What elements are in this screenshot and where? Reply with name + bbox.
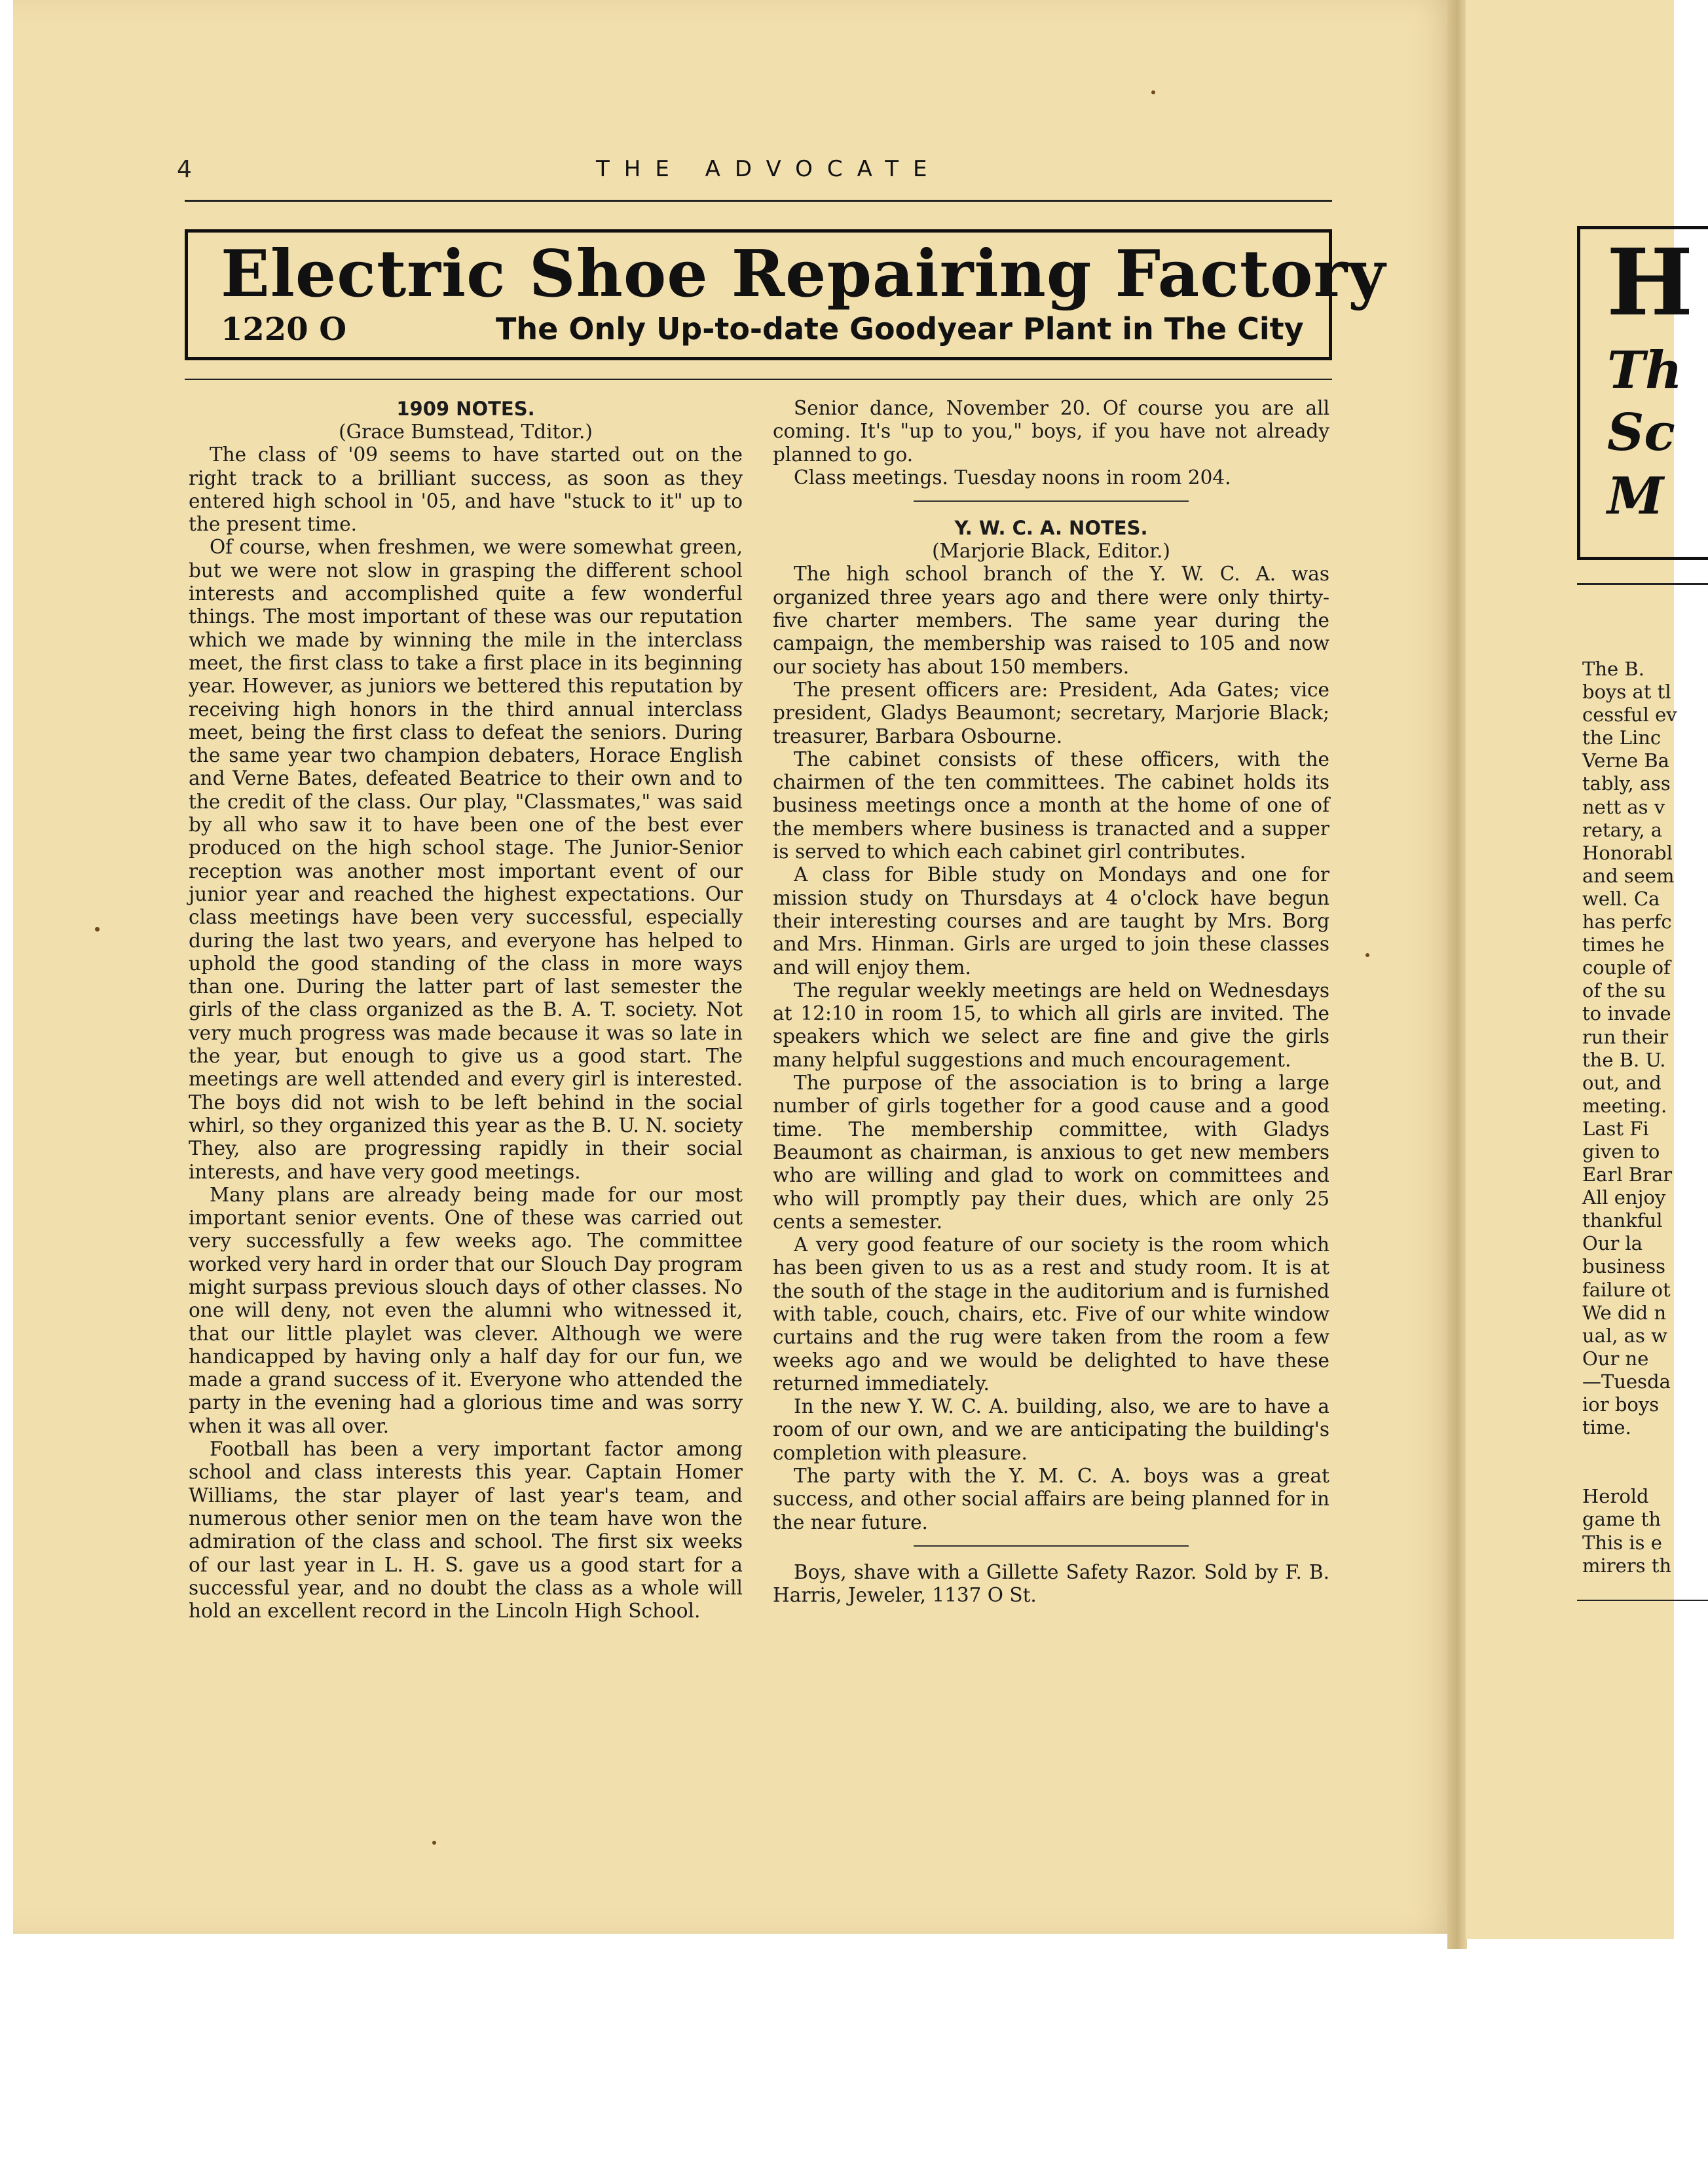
text-fragment bbox=[1582, 1439, 1677, 1462]
binding-gutter bbox=[1447, 0, 1467, 1949]
ad-tagline: The Only Up-to-date Goodyear Plant in The City bbox=[496, 311, 1304, 347]
ad-title: Electric Shoe Repairing Factory bbox=[221, 236, 1386, 312]
text-fragment: This is e bbox=[1582, 1531, 1662, 1554]
ywca-paragraph: The cabinet consists of these officers, with the chairmen of the ten committees. The cabinet holds its business meetings once a month at the home of one of the members where business is tranacted and a supper is served to which each cabinet girl contributes. bbox=[773, 747, 1329, 863]
text-fragment: We did n bbox=[1582, 1301, 1667, 1324]
text-fragment: run their bbox=[1582, 1025, 1669, 1048]
text-fragment: tably, ass bbox=[1582, 772, 1671, 795]
ywca-paragraph: The present officers are: President, Ada Gates; vice president, Gladys Beaumont; secretary, Marjorie Black; treasurer, Barbara Osbourne. bbox=[773, 678, 1329, 747]
left-page bbox=[13, 0, 1457, 1934]
text-fragment: cessful ev bbox=[1582, 704, 1677, 726]
text-fragment: retary, a bbox=[1582, 818, 1663, 841]
right-page-headline-fragment: M bbox=[1607, 466, 1664, 526]
text-fragment: to invade bbox=[1582, 1002, 1671, 1025]
paper-speck bbox=[1365, 953, 1369, 957]
right-page-headline-letter: H bbox=[1606, 229, 1694, 337]
text-fragment: Herold bbox=[1582, 1485, 1649, 1508]
text-fragment: game th bbox=[1582, 1508, 1662, 1531]
text-fragment: The B. bbox=[1582, 658, 1644, 680]
gillette-notice bbox=[773, 1561, 1329, 1608]
right-page-rule bbox=[1577, 1600, 1708, 1601]
text-fragment: business bbox=[1582, 1255, 1666, 1278]
notes-1909-paragraph: Senior dance, November 20. Of course you are all coming. It's "up to you," boys, if you have not already planned to go. bbox=[773, 397, 1329, 466]
paper-speck bbox=[95, 927, 100, 932]
page-number: 4 bbox=[177, 156, 192, 183]
right-page-fragment bbox=[1466, 0, 1694, 1939]
text-fragment: time. bbox=[1582, 1416, 1631, 1439]
ad-bottom-rule bbox=[185, 379, 1332, 380]
text-fragment: Our la bbox=[1582, 1232, 1643, 1255]
text-fragment: boys at tl bbox=[1582, 681, 1671, 704]
ywca-paragraph: A class for Bible study on Mondays and one for mission study on Thursdays at 4 o'clock have begun their interesting courses and are taught by Mrs. Borg and Mrs. Hinman. Girls are urged to join these classes and will enjoy them. bbox=[773, 863, 1329, 979]
text-fragment: and seem bbox=[1582, 864, 1675, 887]
ywca-paragraph: The purpose of the association is to bring a large number of girls together for a good cause and a good time. The membership committee, with Gladys Beaumont as chairman, is anxious to get new members who are willing and glad to work on committees and who will promptly pay their dues, which are only 25 cents a semester. bbox=[773, 1072, 1329, 1233]
gillette-notice-text: Boys, shave with a Gillette Safety Razor. Sold by F. B. Harris, Jeweler, 1137 O St. bbox=[773, 1560, 1329, 1607]
text-fragment: well. Ca bbox=[1582, 887, 1660, 910]
ywca-paragraph: The regular weekly meetings are held on Wednesdays at 12:10 in room 15, to which all girls are invited. The speakers which we select are fine and give the girls many helpful suggestions and much encouragement. bbox=[773, 979, 1329, 1071]
text-fragment: ual, as w bbox=[1582, 1324, 1667, 1347]
ywca-heading: Y. W. C. A. NOTES. bbox=[954, 517, 1148, 540]
right-column bbox=[773, 397, 1329, 1608]
text-fragment: Our ne bbox=[1582, 1347, 1649, 1370]
text-fragment: Honorabl bbox=[1582, 841, 1673, 864]
text-fragment bbox=[1582, 1462, 1677, 1485]
text-fragment: out, and bbox=[1582, 1071, 1662, 1094]
ad-address: 1220 O bbox=[221, 311, 347, 348]
ywca-paragraph: The high school branch of the Y. W. C. A. was organized three years ago and there were only thirty-five charter members. The same year during the campaign, the membership was raised to 105 and now our society has about 150 members. bbox=[773, 563, 1329, 678]
right-page-headline-fragment: Sc bbox=[1607, 403, 1675, 462]
paper-speck bbox=[1151, 90, 1155, 94]
section-divider bbox=[914, 1545, 1189, 1547]
text-fragment: the Linc bbox=[1582, 726, 1662, 749]
notes-1909-paragraph: The class of '09 seems to have started out on the right track to a brilliant success, as soon as they entered high school in '05, and have "stuck to it" up to the present time. bbox=[189, 443, 743, 536]
shoe-repair-advertisement bbox=[185, 229, 1386, 360]
text-fragment: thankful bbox=[1582, 1209, 1663, 1232]
right-page-text-column bbox=[1582, 658, 1677, 1577]
section-divider bbox=[914, 500, 1189, 502]
notes-1909-column bbox=[189, 397, 743, 1623]
notes-1909-byline: (Grace Bumstead, Tditor.) bbox=[339, 421, 593, 443]
text-fragment: the B. U. bbox=[1582, 1048, 1666, 1071]
notes-1909-paragraph: Of course, when freshmen, we were somewhat green, but we were not slow in grasping the different school interests and accomplished quite a few wonderful things. The most important of these was our reputation which we made by winning the mile in the interclass meet, the first class to take a first place in its beginning year. However, as juniors we bettered this reputation by receiving high honors in the third annual interclass meet, being the first class to defeat the seniors. During the same year two champion debaters, Horace English and Verne Bates, defeated Beatrice to their own and to the credit of the class. Our play, "Classmates," was said by all who saw it to have been one of the best ever produced on the high school stage. The Junior-Senior reception was another most important event of our junior year and reached the highest expectations. Our class meetings have been very successful, especially during the last two years, and everyone has helped to uphold the good standing of the class in more ways than one. During the latter part of last semester the girls of the class organized as the B. A. T. society. Not very much progress was made because it was so late in the year, but enough to give us a good start. The meetings are well attended and every girl is interested. The boys did not wish to be left behind in the social whirl, so they organized this year as the B. U. N. society They, also are progressing rapidly in their social interests, and have very good meetings. bbox=[189, 536, 743, 1183]
text-fragment: given to bbox=[1582, 1140, 1660, 1163]
text-fragment: All enjoy bbox=[1582, 1186, 1666, 1209]
notes-1909-paragraph: Football has been a very important factor among school and class interests this year. Captain Homer Williams, the star player of last year's team, and numerous other senior men on the team have won the admiration of the class and school. The first six weeks of our last year in L. H. S. gave us a good start for a successful year, and no doubt the class as a whole will hold an excellent record in the Lincoln High School. bbox=[189, 1438, 743, 1623]
text-fragment: nett as v bbox=[1582, 795, 1665, 818]
notes-1909-heading: 1909 NOTES. bbox=[396, 398, 535, 420]
running-head: THE ADVOCATE bbox=[596, 156, 942, 182]
ywca-byline: (Marjorie Black, Editor.) bbox=[932, 540, 1170, 563]
right-page-rule bbox=[1577, 583, 1708, 585]
text-fragment: of the su bbox=[1582, 979, 1666, 1002]
header-rule bbox=[185, 200, 1332, 202]
text-fragment: failure ot bbox=[1582, 1278, 1671, 1301]
page-header bbox=[13, 156, 1457, 189]
text-fragment: mirers th bbox=[1582, 1554, 1672, 1577]
ywca-paragraph: In the new Y. W. C. A. building, also, we are to have a room of our own, and we are anticipating the building's completion with pleasure. bbox=[773, 1395, 1329, 1464]
ywca-paragraph: The party with the Y. M. C. A. boys was a great success, and other social affairs are being planned for in the near future. bbox=[773, 1465, 1329, 1534]
notes-1909-paragraph: Many plans are already being made for our most important senior events. One of these was carried out very successfully a few weeks ago. The committee worked very hard in order that our Slouch Day program might surpass previous slouch days of other classes. No one will deny, not even the alumni who witnessed it, that our little playlet was clever. Although we were handicapped by having only a half day for our fun, we made a grand success of it. Everyone who attended the party in the evening had a glorious time and was sorry when it was all over. bbox=[189, 1183, 743, 1437]
right-page-headline-fragment: Th bbox=[1607, 341, 1682, 400]
text-fragment: meeting. bbox=[1582, 1094, 1667, 1117]
ywca-paragraph: A very good feature of our society is the room which has been given to us as a rest and study room. It is at the south of the stage in the auditorium and is furnished with table, couch, chairs, etc. Five of our white window curtains and the rug were taken from the room a few weeks ago and we would be delighted to have these returned immediately. bbox=[773, 1233, 1329, 1395]
text-fragment: Last Fi bbox=[1582, 1117, 1649, 1140]
notes-1909-paragraph: Class meetings. Tuesday noons in room 204. bbox=[794, 466, 1231, 489]
text-fragment: couple of bbox=[1582, 956, 1671, 979]
text-fragment: times he bbox=[1582, 933, 1665, 956]
text-fragment: —Tuesda bbox=[1582, 1370, 1671, 1393]
text-fragment: has perfc bbox=[1582, 911, 1672, 933]
text-fragment: Earl Brar bbox=[1582, 1163, 1673, 1186]
text-fragment: ior boys bbox=[1582, 1393, 1660, 1416]
paper-speck bbox=[432, 1841, 436, 1845]
text-fragment: Verne Ba bbox=[1582, 749, 1669, 772]
